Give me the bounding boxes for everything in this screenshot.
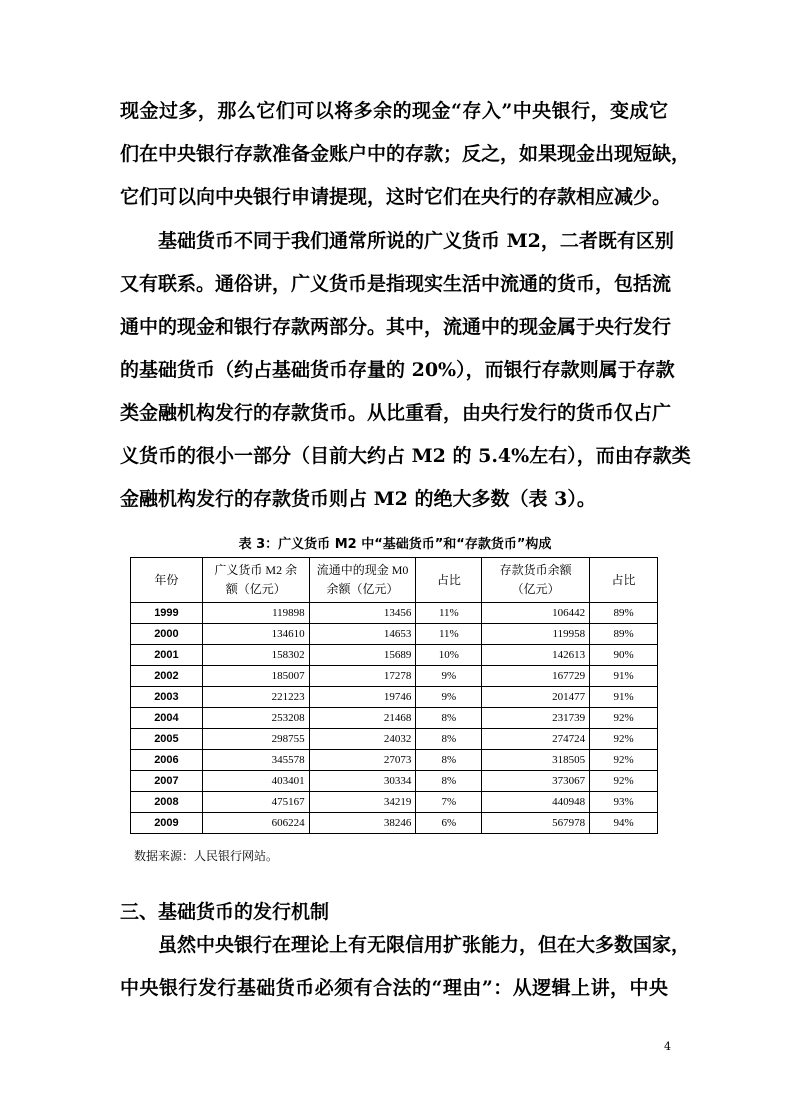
table-cell: 274724 <box>482 729 590 750</box>
table-row <box>131 813 658 834</box>
table-cell: 89% <box>590 603 658 624</box>
table-cell: 15689 <box>309 645 416 666</box>
paragraph-1 <box>120 96 691 225</box>
table-cell: 24032 <box>309 729 416 750</box>
table-cell: 14653 <box>309 624 416 645</box>
column-header: 广义货币 M2 余 额（亿元） <box>202 558 309 603</box>
year-cell: 2005 <box>131 729 203 750</box>
table-cell: 8% <box>416 750 482 771</box>
table-row <box>131 750 658 771</box>
column-header: 流通中的现金 M0 余额（亿元） <box>309 558 416 603</box>
column-header: 占比 <box>416 558 482 603</box>
table-cell: 94% <box>590 813 658 834</box>
text-line: 现金过多，那么它们可以将多余的现金“存入”中央银行，变成它 <box>120 100 668 122</box>
year-cell: 2000 <box>131 624 203 645</box>
table-cell: 167729 <box>482 666 590 687</box>
text-line: 基础货币不同于我们通常所说的广义货币 M2，二者既有区别 <box>158 230 674 252</box>
year-cell: 2003 <box>131 687 203 708</box>
table-cell: 30334 <box>309 771 416 792</box>
table-cell: 119898 <box>202 603 309 624</box>
table-cell: 34219 <box>309 792 416 813</box>
year-cell: 2006 <box>131 750 203 771</box>
table-cell: 92% <box>590 729 658 750</box>
year-cell: 2001 <box>131 645 203 666</box>
year-cell: 2008 <box>131 792 203 813</box>
table-cell: 93% <box>590 792 658 813</box>
table-row <box>131 708 658 729</box>
table-cell: 8% <box>416 729 482 750</box>
text-line: 金融机构发行的存款货币则占 M2 的绝大多数（表 3）。 <box>120 488 596 510</box>
column-header: 年份 <box>131 558 203 603</box>
table-cell: 231739 <box>482 708 590 729</box>
data-table <box>130 557 658 834</box>
table-cell: 17278 <box>309 666 416 687</box>
table-cell: 91% <box>590 666 658 687</box>
table-cell: 106442 <box>482 603 590 624</box>
table-cell: 119958 <box>482 624 590 645</box>
text-line: 它们可以向中央银行申请提现，这时它们在央行的存款相应减少。 <box>120 186 672 208</box>
table-cell: 92% <box>590 771 658 792</box>
table-cell: 185007 <box>202 666 309 687</box>
year-cell: 2004 <box>131 708 203 729</box>
table-cell: 38246 <box>309 813 416 834</box>
table-row <box>131 666 658 687</box>
table-cell: 21468 <box>309 708 416 729</box>
table-cell: 440948 <box>482 792 590 813</box>
table-cell: 92% <box>590 708 658 729</box>
column-header: 占比 <box>590 558 658 603</box>
year-cell: 2007 <box>131 771 203 792</box>
text-line: 虽然中央银行在理论上有无限信用扩张能力，但在大多数国家， <box>158 934 691 956</box>
table-cell: 475167 <box>202 792 309 813</box>
text-line: 义货币的很小一部分（目前大约占 M2 的 5.4%左右），而由存款类 <box>120 445 691 467</box>
table-cell: 403401 <box>202 771 309 792</box>
year-cell: 2002 <box>131 666 203 687</box>
table-cell: 318505 <box>482 750 590 771</box>
table-cell: 11% <box>416 603 482 624</box>
year-cell: 1999 <box>131 603 203 624</box>
table-row <box>131 771 658 792</box>
table-cell: 19746 <box>309 687 416 708</box>
column-header: 存款货币余额 （亿元） <box>482 558 590 603</box>
table-cell: 6% <box>416 813 482 834</box>
table-row <box>131 645 658 666</box>
table-cell: 91% <box>590 687 658 708</box>
table-cell: 9% <box>416 666 482 687</box>
table-cell: 90% <box>590 645 658 666</box>
paragraph-3 <box>120 930 691 1016</box>
table-header-row <box>131 558 658 603</box>
text-line: 通中的现金和银行存款两部分。其中，流通中的现金属于央行发行 <box>120 316 672 338</box>
table-cell: 221223 <box>202 687 309 708</box>
table-cell: 253208 <box>202 708 309 729</box>
table-cell: 298755 <box>202 729 309 750</box>
table-cell: 142613 <box>482 645 590 666</box>
table-cell: 158302 <box>202 645 309 666</box>
table-cell: 567978 <box>482 813 590 834</box>
year-cell: 2009 <box>131 813 203 834</box>
table-cell: 201477 <box>482 687 590 708</box>
table-cell: 9% <box>416 687 482 708</box>
table-cell: 89% <box>590 624 658 645</box>
table-cell: 10% <box>416 645 482 666</box>
table-body <box>131 603 658 834</box>
text-line: 类金融机构发行的存款货币。从比重看，由央行发行的货币仅占广 <box>120 402 672 424</box>
table-cell: 345578 <box>202 750 309 771</box>
table-cell: 8% <box>416 771 482 792</box>
text-line: 中央银行发行基础货币必须有合法的“理由”：从逻辑上讲，中央 <box>120 977 668 999</box>
table-cell: 134610 <box>202 624 309 645</box>
text-line: 又有联系。通俗讲，广义货币是指现实生活中流通的货币，包括流 <box>120 273 672 295</box>
table-cell: 92% <box>590 750 658 771</box>
table-cell: 373067 <box>482 771 590 792</box>
table-caption: 表 3：广义货币 M2 中“基础货币”和“存款货币”构成 <box>238 537 552 552</box>
table-cell: 8% <box>416 708 482 729</box>
section-heading: 三、基础货币的发行机制 <box>120 901 330 923</box>
table-cell: 606224 <box>202 813 309 834</box>
table-row <box>131 624 658 645</box>
table-cell: 11% <box>416 624 482 645</box>
table-cell: 27073 <box>309 750 416 771</box>
table-cell: 7% <box>416 792 482 813</box>
table-row <box>131 792 658 813</box>
table-source-note: 数据来源：人民银行网站。 <box>134 849 279 863</box>
text-line: 的基础货币（约占基础货币存量的 20%），而银行存款则属于存款 <box>120 359 675 381</box>
table-row <box>131 729 658 750</box>
table-row <box>131 687 658 708</box>
table-cell: 13456 <box>309 603 416 624</box>
paragraph-2 <box>120 226 691 527</box>
page-number: 4 <box>664 1040 671 1053</box>
text-line: 们在中央银行存款准备金账户中的存款；反之，如果现金出现短缺， <box>120 143 691 165</box>
table-row <box>131 603 658 624</box>
